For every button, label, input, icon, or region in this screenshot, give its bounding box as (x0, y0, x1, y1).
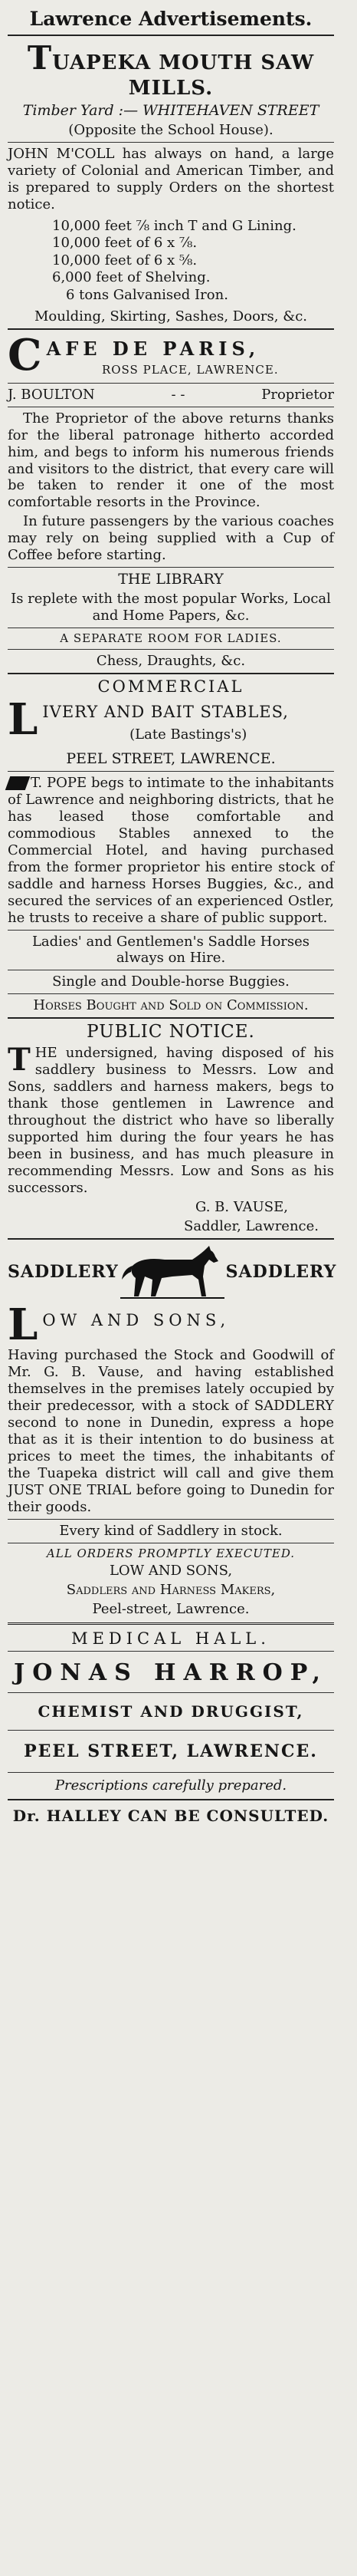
library-heading: THE LIBRARY (118, 571, 224, 588)
cafe-body-2: In future passengers by the various coaches may rely on being supplied with a Cup of Coffee before starting. (8, 513, 334, 564)
saw-mills-headline (8, 39, 334, 100)
divider (8, 35, 334, 36)
headline-rest: UAPEKA MOUTH SAW MILLS. (52, 51, 315, 100)
list-item: 6 tons Galvanised Iron. (66, 286, 228, 303)
livery-address: PEEL STREET, LAWRENCE. (66, 749, 276, 767)
saw-mills-footer: Moulding, Skirting, Sashes, Doors, &c. (34, 308, 308, 325)
public-notice-ad (8, 1022, 334, 1234)
livery-stables-ad (8, 677, 334, 1015)
divider (8, 1238, 334, 1240)
opposite-note: (Opposite the School House). (68, 122, 273, 139)
cafe-body-1: The Proprietor of the above returns thanks for the liberal patronage hitherto accorded him, and begs to inform his numerous friends and visitors to the district, that every care will be taken to render it one of the most comfortable resorts in the Province. (8, 410, 334, 511)
medical-hall-ad (8, 1629, 334, 1825)
divider (8, 1772, 334, 1773)
list-item: 10,000 feet ⅞ inch T and G Lining. (52, 217, 296, 234)
signature-title: Saddler, Lawrence. (184, 1217, 319, 1234)
notice-body-text: HE undersigned, having disposed of his saddlery business to Messrs. Low and Sons, saddlers and harness makers, begs to thank those gentlemen in Lawrence and throughout the district who have so liberally supported him during the four years he has been in business, and has much pleasure in recommending Messrs. Low and Sons as his successors. (8, 1045, 334, 1196)
divider (8, 383, 334, 384)
proprietor-line (8, 387, 334, 404)
cafe-ad (8, 333, 334, 669)
saddlery-right: SADDLERY (225, 1261, 337, 1282)
list-item: 10,000 feet of 6 x ⅞. (52, 235, 198, 252)
divider (8, 771, 334, 772)
dash: - - (171, 386, 185, 403)
saddlery-left: SADDLERY (8, 1261, 119, 1282)
cafe-address: ROSS PLACE, LAWRENCE. (101, 363, 279, 377)
firm-name: LOW AND SONS, (109, 1563, 233, 1580)
list-item: 10,000 feet of 6 x ⅝. (52, 252, 198, 268)
saddlery-ad (8, 1243, 337, 1618)
divider (8, 649, 334, 650)
buggies: Single and Double-horse Buggies. (52, 973, 290, 990)
divider (8, 673, 334, 674)
page-title: Lawrence Advertisements. (29, 8, 313, 30)
prescriptions: Prescriptions carefully prepared. (54, 1777, 287, 1794)
timber-yard: Timber Yard :— WHITEHAVEN STREET (22, 102, 319, 119)
chemist-name: JONAS HARROP, (14, 1659, 328, 1686)
timber-list (52, 218, 334, 305)
medical-heading: MEDICAL HALL. (71, 1629, 270, 1648)
divider (8, 1622, 334, 1625)
livery-body-text: T. POPE begs to intimate to the inhabitants of Lawrence and neighboring districts, that he has leased those comfortable and commodious Stables annexed to the Commercial Hotel, and having purchased from the former proprietor his entire stock of saddle and harness Horses Buggies, &c., and secured the services of an experienced Ostler, he trusts to receive a share of public support. (8, 774, 334, 926)
divider (8, 1519, 334, 1520)
section-title: COMMERCIAL (97, 677, 244, 696)
saddlery-body: Having purchased the Stock and Goodwill of Mr. G. B. Vause, and having established themselves in the premises lately occupied by their predecessor, with a stock of SADDLERY second to none in Dunedin, express a hope that as it is their intention to do business at prices to meet the times, the inhabitants of the Tuapeka district will call and give them JUST ONE TRIAL before going to Dunedin for their goods. (8, 1347, 334, 1515)
low-sons-title: OW AND SONS, (42, 1310, 231, 1329)
separate-room: A SEPARATE ROOM FOR LADIES. (60, 631, 282, 646)
divider (8, 328, 334, 330)
livery-headline (8, 697, 334, 746)
cafe-headline (8, 333, 334, 379)
dropcap: L (8, 697, 38, 745)
saddle-horses: Ladies' and Gentlemen's Saddle Horses always on Hire. (31, 933, 310, 967)
livery-title: IVERY AND BAIT STABLES, (42, 702, 289, 721)
divider (8, 567, 334, 568)
divider (8, 993, 334, 994)
dropcap: L (8, 1302, 38, 1346)
divider (8, 1651, 334, 1652)
divider (8, 1799, 334, 1800)
horse-icon (119, 1243, 226, 1301)
notice-body (8, 1045, 334, 1197)
saddlery-stock: Every kind of Saddlery in stock. (59, 1522, 283, 1539)
library-body: Is replete with the most popular Works, Local and Home Papers, &c. (11, 591, 331, 624)
bought-sold: Horses Bought and Sold on Commission. (33, 997, 309, 1014)
chemist-title: CHEMIST AND DRUGGIST, (38, 1701, 304, 1721)
late-owner: (Late Bastings's) (129, 726, 247, 743)
divider (8, 1017, 334, 1019)
saddlery-heading (8, 1243, 337, 1301)
headline-initial: T (27, 39, 53, 77)
games-line: Chess, Draughts, &c. (96, 652, 246, 669)
dropcap: C (8, 333, 42, 380)
proprietor-name: J. BOULTON (8, 386, 95, 403)
livery-body (8, 775, 334, 927)
notice-heading: PUBLIC NOTICE. (87, 1022, 255, 1043)
saw-mills-body: JOHN M'COLL has always on hand, a large variety of Colonial and American Timber, and is prepared to supply Orders on the shortest notice. (8, 146, 334, 212)
divider (8, 1692, 334, 1693)
divider (8, 142, 334, 143)
divider (8, 930, 334, 931)
consulted-line: Dr. HALLEY CAN BE CONSULTED. (12, 1806, 329, 1825)
signature: G. B. VAUSE, (195, 1198, 288, 1215)
low-sons-headline (8, 1303, 334, 1346)
firm-address: Peel-street, Lawrence. (92, 1601, 250, 1617)
chemist-address: PEEL STREET, LAWRENCE. (24, 1741, 318, 1761)
saw-mills-ad (8, 39, 334, 325)
list-item: 6,000 feet of Shelving. (52, 269, 211, 286)
proprietor-label: Proprietor (261, 386, 334, 403)
cafe-title: AFE DE PARIS, (46, 338, 260, 361)
dropcap: T (8, 1045, 31, 1079)
firm-title: Saddlers and Harness Makers, (66, 1582, 276, 1599)
divider (8, 1730, 334, 1731)
ink-mark-icon (5, 776, 31, 790)
orders-line: ALL ORDERS PROMPTLY EXECUTED. (46, 1546, 296, 1560)
